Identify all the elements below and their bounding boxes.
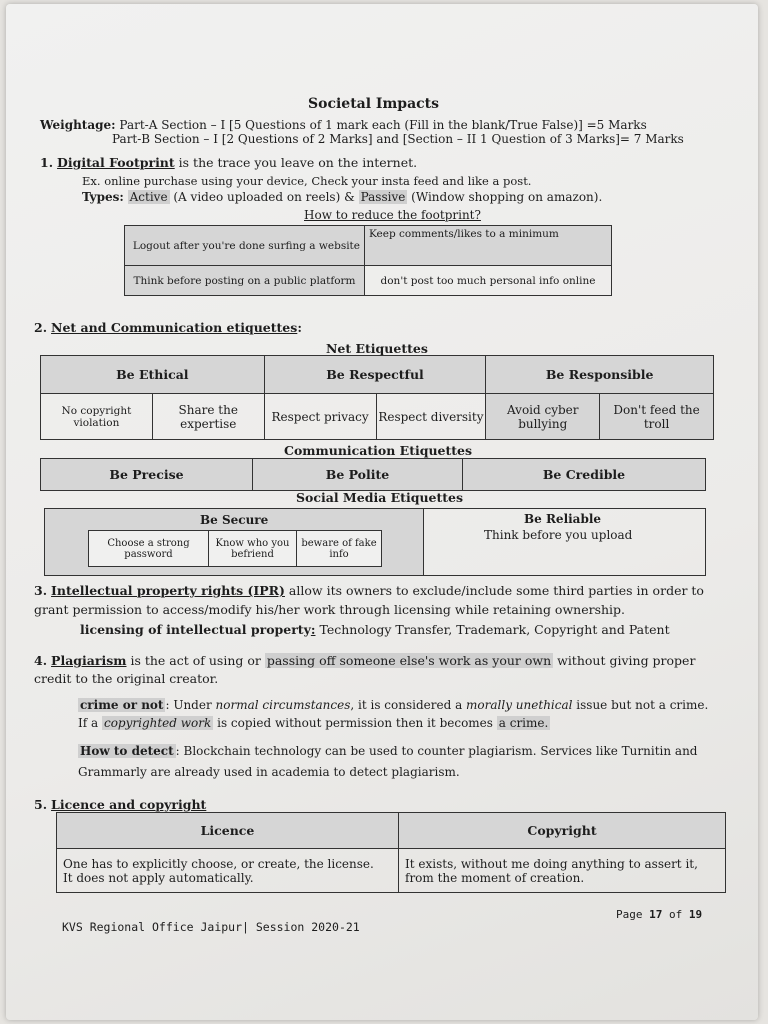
tip-keep-comments: Keep comments/likes to a minimum: [365, 226, 612, 266]
crime2-text-a: If a: [78, 716, 102, 730]
communication-etiquettes-table: [40, 458, 706, 491]
footer-page-number: [616, 908, 702, 921]
footprint-example: Ex. online purchase using your device, Check your insta feed and like a post.: [82, 174, 532, 188]
be-polite: Be Polite: [253, 459, 463, 491]
plagiarism-text-b: without giving proper: [553, 653, 696, 668]
net-item-dont-feed-troll: Don't feed the troll: [600, 394, 714, 440]
net-item-no-copyright: No copyright violation: [41, 394, 153, 440]
detect-text-a: : Blockchain technology can be used to counter plagiarism. Services like Turnitin and: [175, 744, 698, 758]
licence-text-1: One has to explicitly choose, or create, the license.: [63, 856, 374, 871]
how-to-detect-line-2: Grammarly are already used in academia to detect plagiarism.: [78, 765, 460, 779]
section-2-number: 2.: [34, 320, 48, 335]
etiquettes-title: Net and Communication etiquettes: [51, 320, 298, 335]
crime-italic-1: normal circumstances: [215, 698, 351, 712]
plagiarism-term: Plagiarism: [51, 653, 127, 668]
tip-logout: Logout after you're done surfing a website: [125, 226, 365, 266]
tip-think-before-posting: Think before posting on a public platform: [125, 266, 365, 296]
licence-copyright-table: [56, 812, 726, 893]
net-item-respect-diversity: Respect diversity: [376, 394, 486, 440]
ipr-term: Intellectual property rights (IPR): [51, 583, 285, 598]
crime-or-not-line-2: [78, 716, 550, 730]
net-item-share-expertise: Share the expertise: [152, 394, 264, 440]
net-item-avoid-bullying: Avoid cyber bullying: [486, 394, 600, 440]
section-1-heading: [40, 155, 417, 170]
weightage-line-1: [40, 118, 647, 132]
crime2-highlight: a crime.: [498, 716, 549, 730]
licence-copyright-title: Licence and copyright: [51, 797, 207, 812]
net-item-respect-privacy: Respect privacy: [264, 394, 376, 440]
be-secure-title: Be Secure: [200, 513, 269, 527]
copyright-header: Copyright: [399, 813, 726, 849]
footprint-types: [82, 190, 602, 204]
tip-personal-info: don't post too much personal info online: [365, 266, 612, 296]
secure-strong-password: Choose a strong password: [89, 531, 209, 567]
crime-italic-2: morally unethical: [466, 698, 573, 712]
page-total: 19: [688, 908, 703, 921]
section-5-heading: [34, 797, 206, 812]
page-label: Page: [616, 908, 643, 921]
copyright-text-1: It exists, without me doing anything to assert it,: [405, 856, 698, 871]
section-4-number: 4.: [34, 653, 48, 668]
section-2-colon: :: [297, 320, 302, 335]
be-reliable-title: Be Reliable: [524, 512, 602, 526]
section-5-number: 5.: [34, 797, 48, 812]
section-4-line-1: [34, 653, 695, 668]
secure-fake-info: beware of fake info: [297, 531, 382, 567]
reduce-footprint-title: How to reduce the footprint?: [304, 208, 481, 222]
crime-text-c: issue but not a crime.: [572, 698, 709, 712]
licensing-label: licensing of intellectual property: [80, 622, 311, 637]
net-etiquettes-table: [40, 355, 714, 440]
section-1-number: 1.: [40, 155, 54, 170]
section-3-number: 3.: [34, 583, 48, 598]
section-4-line-2: credit to the original creator.: [34, 671, 219, 686]
secure-know-who: Know who you befriend: [209, 531, 297, 567]
digital-footprint-term: Digital Footprint: [57, 155, 175, 170]
plagiarism-text-a: is the act of using or: [126, 653, 265, 668]
passive-type: Passive: [360, 190, 406, 204]
licensing-text: Technology Transfer, Trademark, Copyright and Patent: [315, 622, 670, 637]
licence-header: Licence: [57, 813, 399, 849]
be-responsible-header: Be Responsible: [486, 356, 714, 394]
digital-footprint-definition: is the trace you leave on the internet.: [174, 155, 418, 170]
types-label: Types:: [82, 190, 124, 204]
weightage-line-2: Part-B Section – I [2 Questions of 2 Marks] and [Section – II 1 Question of 3 Marks]= 7 Marks: [112, 132, 684, 146]
net-etiquettes-title: Net Etiquettes: [326, 341, 428, 356]
weightage-part-a: Part-A Section – I [5 Questions of 1 mark each (Fill in the blank/True False)] =5 Marks: [119, 118, 647, 132]
communication-etiquettes-title: Communication Etiquettes: [284, 443, 473, 458]
page-current: 17: [649, 908, 663, 921]
section-3-line-1: [34, 583, 704, 598]
copyright-description: [399, 849, 726, 893]
ipr-licensing: [80, 622, 670, 637]
page-of-label: of: [669, 908, 683, 921]
copyright-text-2: from the moment of creation.: [405, 870, 585, 885]
social-media-etiquettes-title: Social Media Etiquettes: [296, 490, 464, 505]
be-credible: Be Credible: [463, 459, 706, 491]
crime-or-not-label: crime or not: [80, 698, 164, 712]
section-2-heading: [34, 320, 302, 335]
crime2-italic: copyrighted work: [103, 716, 212, 730]
licensing-colon: :: [310, 622, 316, 637]
licence-description: [57, 849, 399, 893]
reduce-footprint-table: [124, 225, 612, 296]
be-respectful-header: Be Respectful: [264, 356, 486, 394]
active-description: (A video uploaded on reels) &: [169, 190, 359, 204]
how-to-detect-line-1: [78, 744, 697, 758]
crime-or-not-line-1: [78, 698, 708, 712]
be-ethical-header: Be Ethical: [41, 356, 265, 394]
crime-text-b: , it is considered a: [350, 698, 467, 712]
licence-text-2: It does not apply automatically.: [63, 870, 254, 885]
page-title: Societal Impacts: [308, 96, 440, 112]
crime2-text-b: is copied without permission then it becomes: [213, 716, 497, 730]
be-secure-table: [88, 530, 382, 567]
passive-description: (Window shopping on amazon).: [407, 190, 603, 204]
be-precise: Be Precise: [41, 459, 253, 491]
crime-text-a: : Under: [165, 698, 216, 712]
active-type: Active: [129, 190, 168, 204]
be-reliable-text: Think before you upload: [484, 528, 633, 542]
plagiarism-highlight: passing off someone else's work as your own: [266, 653, 552, 668]
weightage-label: Weightage:: [40, 118, 116, 132]
how-to-detect-label: How to detect: [80, 744, 174, 758]
footer-office: KVS Regional Office Jaipur| Session 2020-21: [62, 920, 360, 934]
ipr-text-1: allow its owners to exclude/include some third parties in order to: [284, 583, 704, 598]
section-3-line-2: grant permission to access/modify his/her work through licensing while retaining ownership.: [34, 602, 626, 617]
